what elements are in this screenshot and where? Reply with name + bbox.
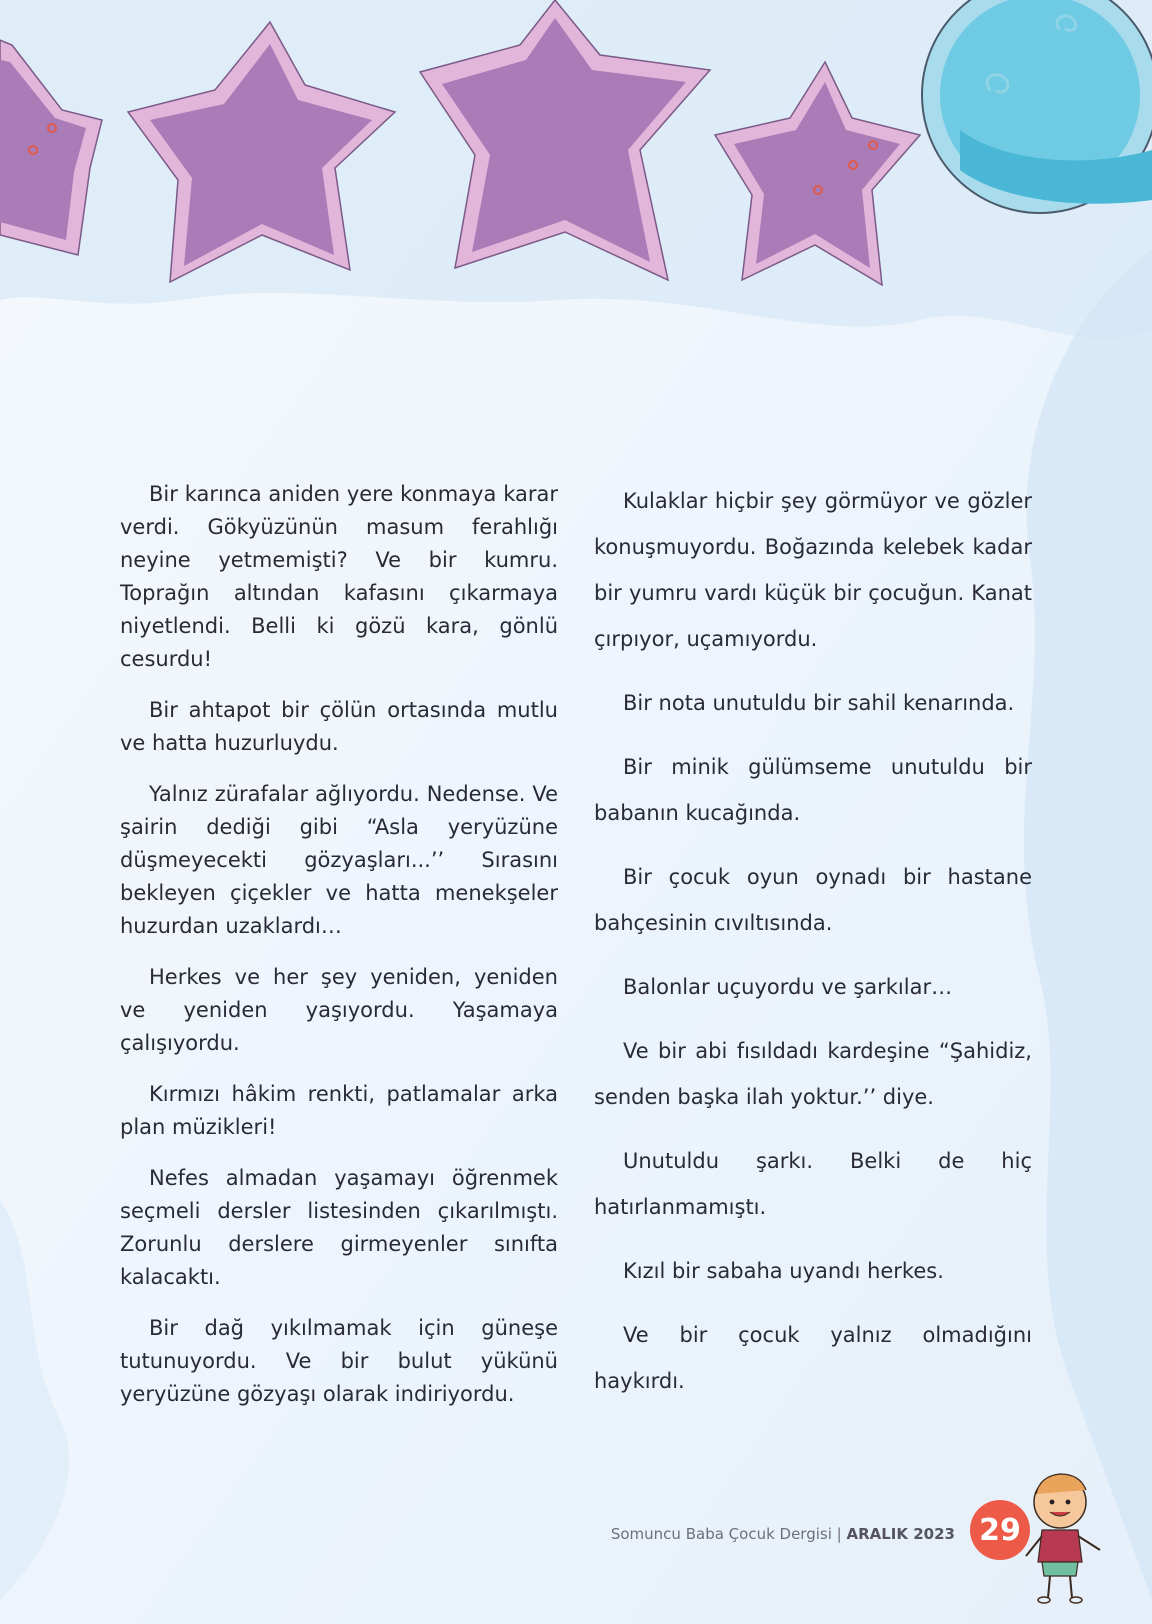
paragraph: Bir dağ yıkılmamak için güneşe tutunuyordu. Ve bir bulut yükünü yeryüzüne gözyaşı olarak indiriyordu. [120,1316,558,1406]
paragraph: Nefes almadan yaşamayı öğrenmek seçmeli dersler listesinden çıkarılmıştı. Zorunlu derslere girmeyenler sınıfta kalacaktı. [120,1166,558,1289]
paragraph: Unutuldu şarkı. Belki de hiç hatırlanmamıştı. [594,1149,1032,1219]
paragraph: Balonlar uçuyordu ve şarkılar… [623,975,953,999]
magazine-name: Somuncu Baba Çocuk Dergisi [610,1525,832,1543]
paragraph: Kulaklar hiçbir şey görmüyor ve gözler konuşmuyordu. Boğazında kelebek kadar bir yumru vardı küçük bir çocuğun. Kanat çırpıyor, uçamıyordu. [594,489,1032,651]
paragraph: Kırmızı hâkim renkti, patlamalar arka plan müzikleri! [120,1082,558,1139]
page-number: 29 [970,1500,1030,1560]
child-mascot-icon [1020,1470,1130,1610]
paragraph: Herkes ve her şey yeniden, yeniden ve yeniden yaşıyordu. Yaşamaya çalışıyordu. [120,965,558,1055]
paragraph: Ve bir abi fısıldadı kardeşine “Şahidiz, senden başka ilah yoktur.’’ diye. [594,1039,1032,1109]
paragraph: Yalnız zürafalar ağlıyordu. Nedense. Ve şairin dediği gibi “Asla yeryüzüne düşmeyecekti gözyaşları...’’ Sırasını bekleyen çiçekler ve hatta menekşeler huzurdan uzaklardı… [120,782,558,938]
page-footer [600,1525,955,1543]
paragraph: Bir nota unutuldu bir sahil kenarında. [623,691,1015,715]
right-text-column [594,478,1032,1422]
paragraph: Bir minik gülümseme unutuldu bir babanın kucağında. [594,755,1032,825]
footer-separator: | [831,1525,847,1543]
paragraph: Bir çocuk oyun oynadı bir hastane bahçesinin cıvıltısında. [594,865,1032,935]
paragraph: Ve bir çocuk yalnız olmadığını haykırdı. [594,1323,1032,1393]
paragraph: Bir ahtapot bir çölün ortasında mutlu ve hatta huzurluydu. [120,698,558,755]
paragraph: Kızıl bir sabaha uyandı herkes. [623,1259,944,1283]
paragraph: Bir karınca aniden yere konmaya karar verdi. Gökyüzünün masum ferahlığı neyine yetmemişti? Ve bir kumru. Toprağın altından kafasını çıkarmaya niyetlendi. Belli ki gözü kara, gönlü cesurdu! [120,482,558,671]
left-text-column [120,478,558,1429]
issue-date: ARALIK 2023 [846,1525,955,1543]
